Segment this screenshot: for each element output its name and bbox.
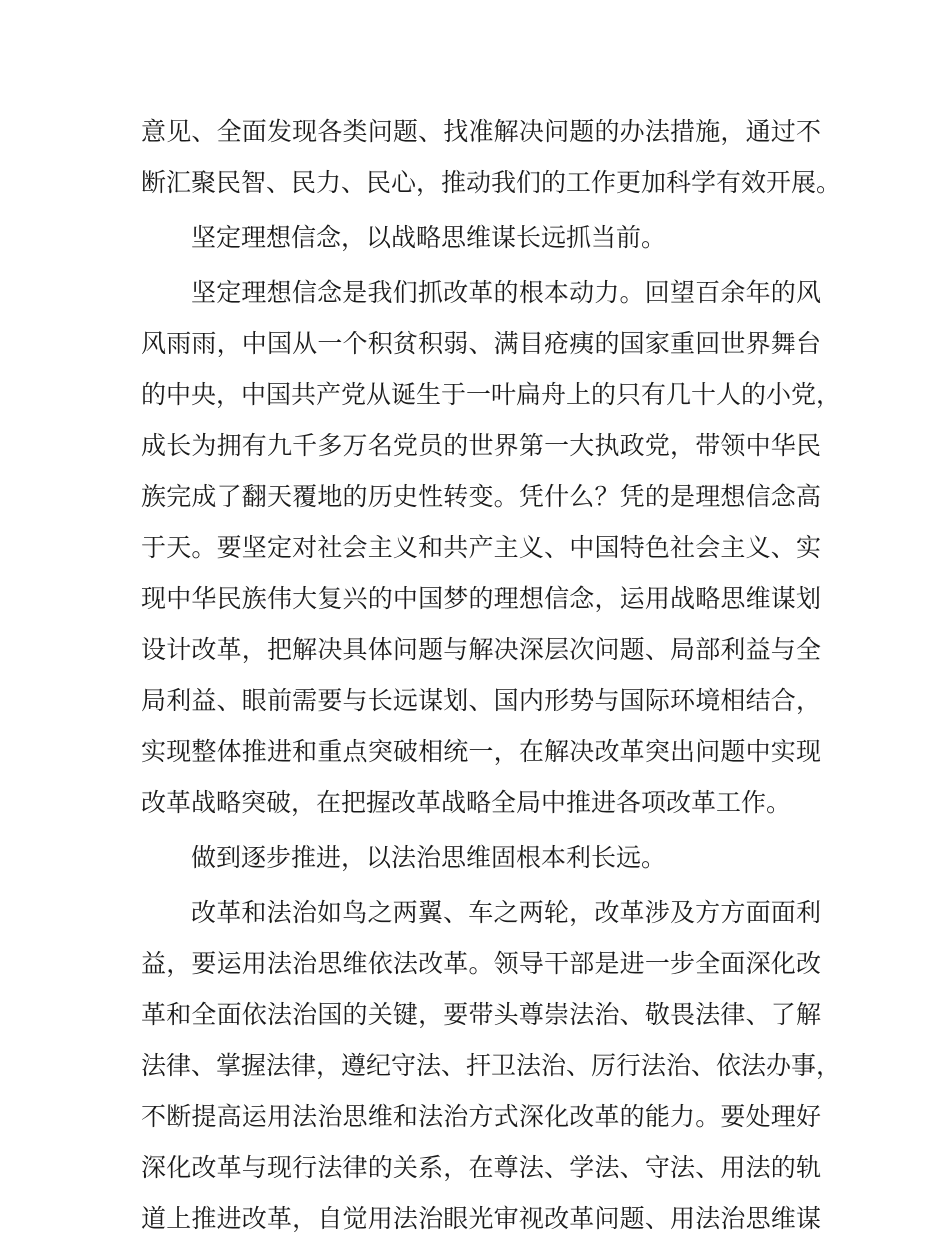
text-line: 不断提高运用法治思维和法治方式深化改革的能力。要处理好: [141, 1102, 821, 1131]
text-line: 风雨雨，中国从一个积贫积弱、满目疮痍的国家重回世界舞台: [141, 329, 821, 358]
text-line: 深化改革与现行法律的关系，在尊法、学法、守法、用法的轨: [141, 1153, 821, 1182]
document-body: [141, 117, 842, 1255]
section-heading: 坚定理想信念，以战略思维谋长远抓当前。: [191, 223, 667, 252]
text-line: 意见、全面发现各类问题、找准解决问题的办法措施，通过不: [141, 117, 821, 146]
text-line: 改革战略突破，在把握改革战略全局中推进各项改革工作。: [141, 788, 792, 817]
text-line: 现中华民族伟大复兴的中国梦的理想信念，运用战略思维谋划: [141, 584, 821, 613]
text-line: 设计改革，把解决具体问题与解决深层次问题、局部利益与全: [141, 635, 821, 664]
text-line: 断汇聚民智、民力、民心，推动我们的工作更加科学有效开展。: [141, 168, 842, 197]
text-line: 局利益、眼前需要与长远谋划、国内形势与国际环境相结合，: [141, 686, 821, 715]
text-line: 的中央，中国共产党从诞生于一叶扁舟上的只有几十人的小党，: [141, 380, 842, 409]
text-line: 改革和法治如鸟之两翼、车之两轮，改革涉及方方面面利: [191, 898, 821, 927]
text-line: 革和全面依法治国的关键，要带头尊崇法治、敬畏法律、了解: [141, 1000, 821, 1029]
text-line: 于天。要坚定对社会主义和共产主义、中国特色社会主义、实: [141, 533, 821, 562]
text-line: 道上推进改革，自觉用法治眼光审视改革问题、用法治思维谋: [141, 1204, 821, 1233]
text-line: 成长为拥有九千多万名党员的世界第一大执政党，带领中华民: [141, 431, 821, 460]
section-heading: 做到逐步推进，以法治思维固根本利长远。: [191, 843, 667, 872]
text-line: 族完成了翻天覆地的历史性转变。凭什么？凭的是理想信念高: [141, 482, 821, 511]
text-line: 益，要运用法治思维依法改革。领导干部是进一步全面深化改: [141, 949, 821, 978]
text-line: 坚定理想信念是我们抓改革的根本动力。回望百余年的风: [191, 278, 821, 307]
text-line: 法律、掌握法律，遵纪守法、扞卫法治、厉行法治、依法办事，: [141, 1051, 842, 1080]
text-line: 实现整体推进和重点突破相统一，在解决改革突出问题中实现: [141, 737, 821, 766]
